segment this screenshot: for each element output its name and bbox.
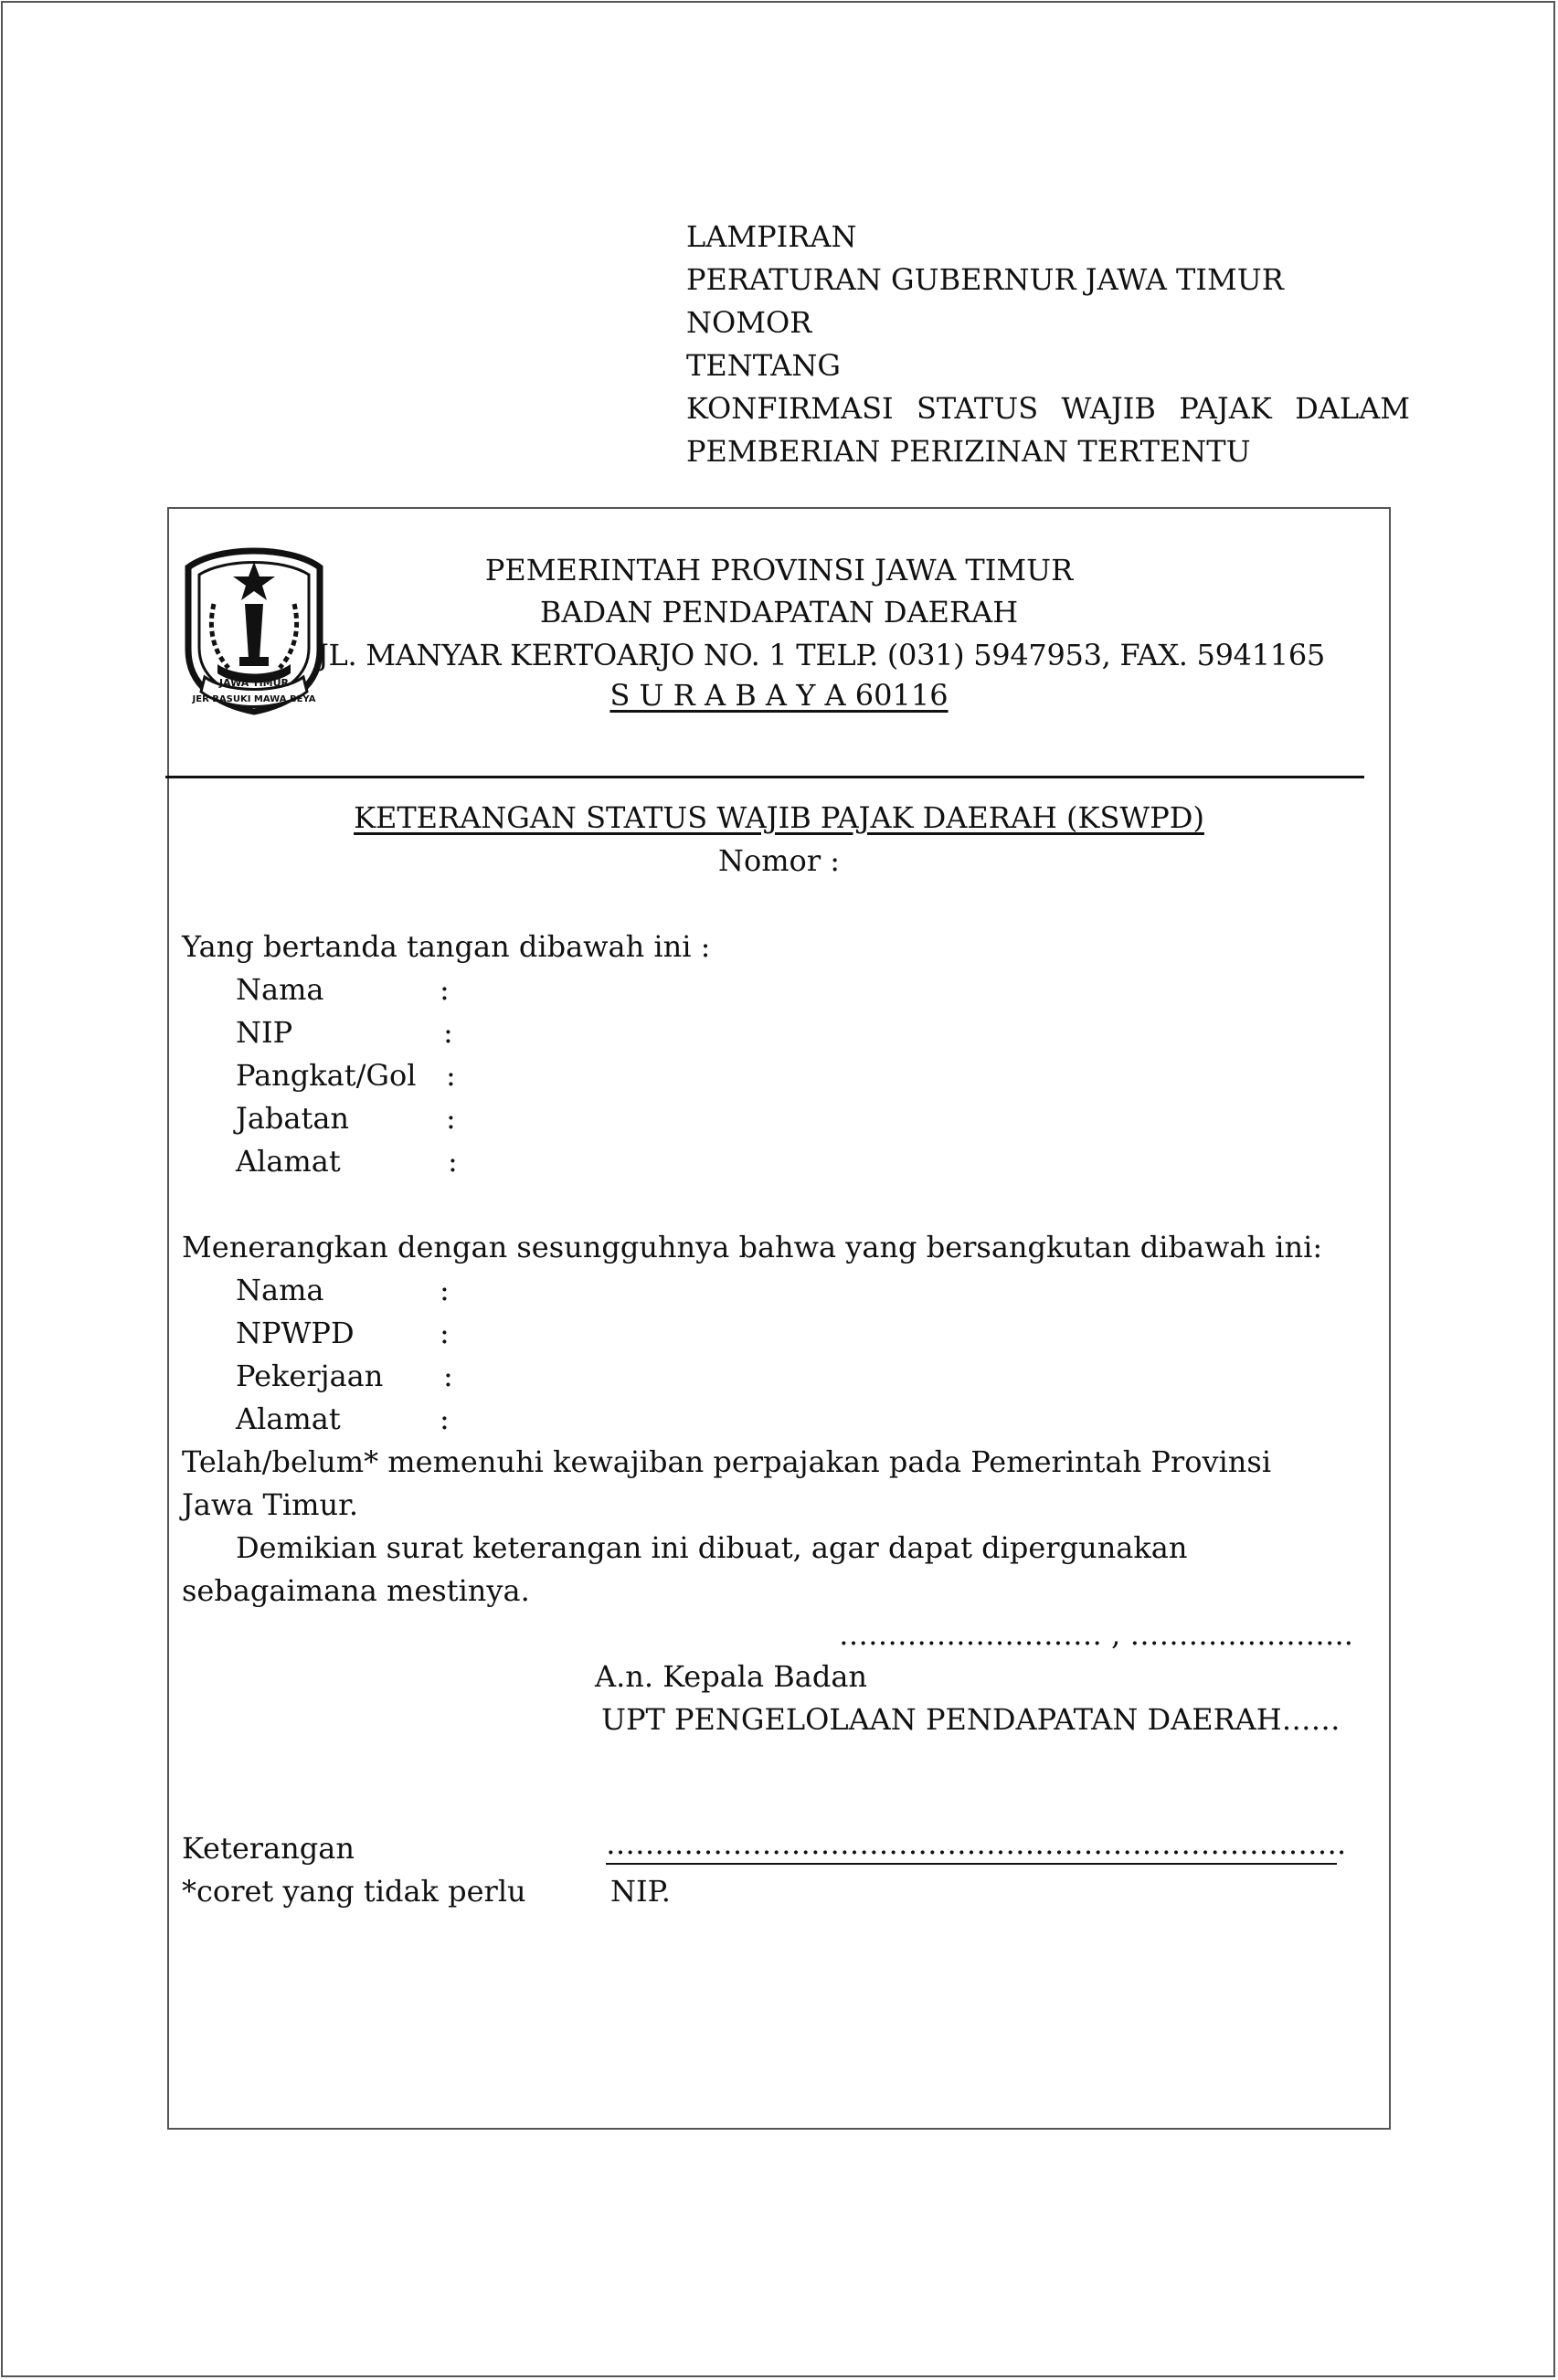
taxpayer-field-colon: : — [440, 1273, 450, 1307]
unit-name: UPT PENGELOLAAN PENDAPATAN DAERAH…… — [601, 1702, 1341, 1737]
government-name: PEMERINTAH PROVINSI JAWA TIMUR — [484, 553, 1074, 587]
taxpayer-field-label: Nama — [236, 1273, 324, 1307]
signer-field-colon: : — [440, 972, 450, 1007]
place-date-placeholder: ……………………… , ………………….. — [839, 1617, 1353, 1652]
lampiran-label: LAMPIRAN — [686, 219, 857, 254]
taxpayer-field-colon: : — [440, 1402, 450, 1436]
taxpayer-field-label: Alamat — [236, 1402, 341, 1436]
agency-address: JL. MANYAR KERTOARJO NO. 1 TELP. (031) 5947953, FAX. 5941165 — [317, 638, 1325, 672]
signer-field-colon: : — [446, 1058, 456, 1093]
signer-field-label: Nama — [236, 972, 324, 1007]
closing-line2: sebagaimana mestinya. — [182, 1573, 530, 1608]
subject-word: STATUS — [917, 391, 1039, 426]
taxpayer-field-label: Pekerjaan — [236, 1359, 384, 1393]
signer-field-label: Alamat — [236, 1144, 341, 1179]
subject-word: KONFIRMASI — [686, 391, 894, 426]
agency-city: S U R A B A Y A 60116 — [609, 678, 949, 713]
regulation-number-label: NOMOR — [686, 305, 812, 340]
signer-field-colon: : — [446, 1101, 456, 1136]
emblem-motto: JER BASUKI MAWA BEYA — [192, 694, 316, 704]
notes-text: *coret yang tidak perlu — [182, 1874, 526, 1909]
taxpayer-field-label: NPWPD — [236, 1316, 355, 1350]
signer-field-colon: : — [448, 1144, 458, 1179]
document-title: KETERANGAN STATUS WAJIB PAJAK DAERAH (KSWPD) — [354, 800, 1204, 835]
on-behalf-label: A.n. Kepala Badan — [595, 1659, 868, 1694]
signer-field-label: Pangkat/Gol — [236, 1058, 417, 1093]
letterhead-divider — [165, 776, 1364, 778]
subject-word: PAJAK — [1179, 391, 1272, 426]
regulation-title: PERATURAN GUBERNUR JAWA TIMUR — [686, 262, 1284, 297]
statement-line1: Telah/belum* memenuhi kewajiban perpajakan pada Pemerintah Provinsi — [182, 1444, 1272, 1479]
regulation-subject-line1 — [686, 390, 1410, 427]
taxpayer-field-colon: : — [440, 1316, 450, 1350]
agency-name: BADAN PENDAPATAN DAERAH — [539, 595, 1019, 629]
taxpayer-field-colon: : — [443, 1359, 453, 1393]
signature-placeholder: …………………………………………………………………. — [606, 1826, 1347, 1861]
document-number-label: Nomor : — [717, 843, 841, 878]
signer-intro: Yang bertanda tangan dibawah ini : — [182, 929, 711, 964]
subject-word: WAJIB — [1061, 391, 1156, 426]
signer-field-colon: : — [443, 1015, 453, 1050]
signer-field-label: NIP — [236, 1015, 293, 1050]
emblem-banner-top: JAWA TIMUR — [218, 677, 290, 689]
regulation-subject-line2: PEMBERIAN PERIZINAN TERTENTU — [686, 434, 1251, 469]
taxpayer-intro: Menerangkan dengan sesungguhnya bahwa yang bersangkutan dibawah ini: — [182, 1230, 1323, 1264]
notes-label: Keterangan — [182, 1831, 355, 1866]
subject-word: DALAM — [1295, 391, 1410, 426]
regulation-subject-label: TENTANG — [686, 348, 841, 383]
signer-field-label: Jabatan — [236, 1101, 350, 1136]
nip-label: NIP. — [610, 1874, 671, 1909]
statement-line2: Jawa Timur. — [182, 1487, 359, 1522]
closing-line1: Demikian surat keterangan ini dibuat, agar dapat dipergunakan — [236, 1530, 1188, 1565]
signature-line — [606, 1863, 1337, 1865]
